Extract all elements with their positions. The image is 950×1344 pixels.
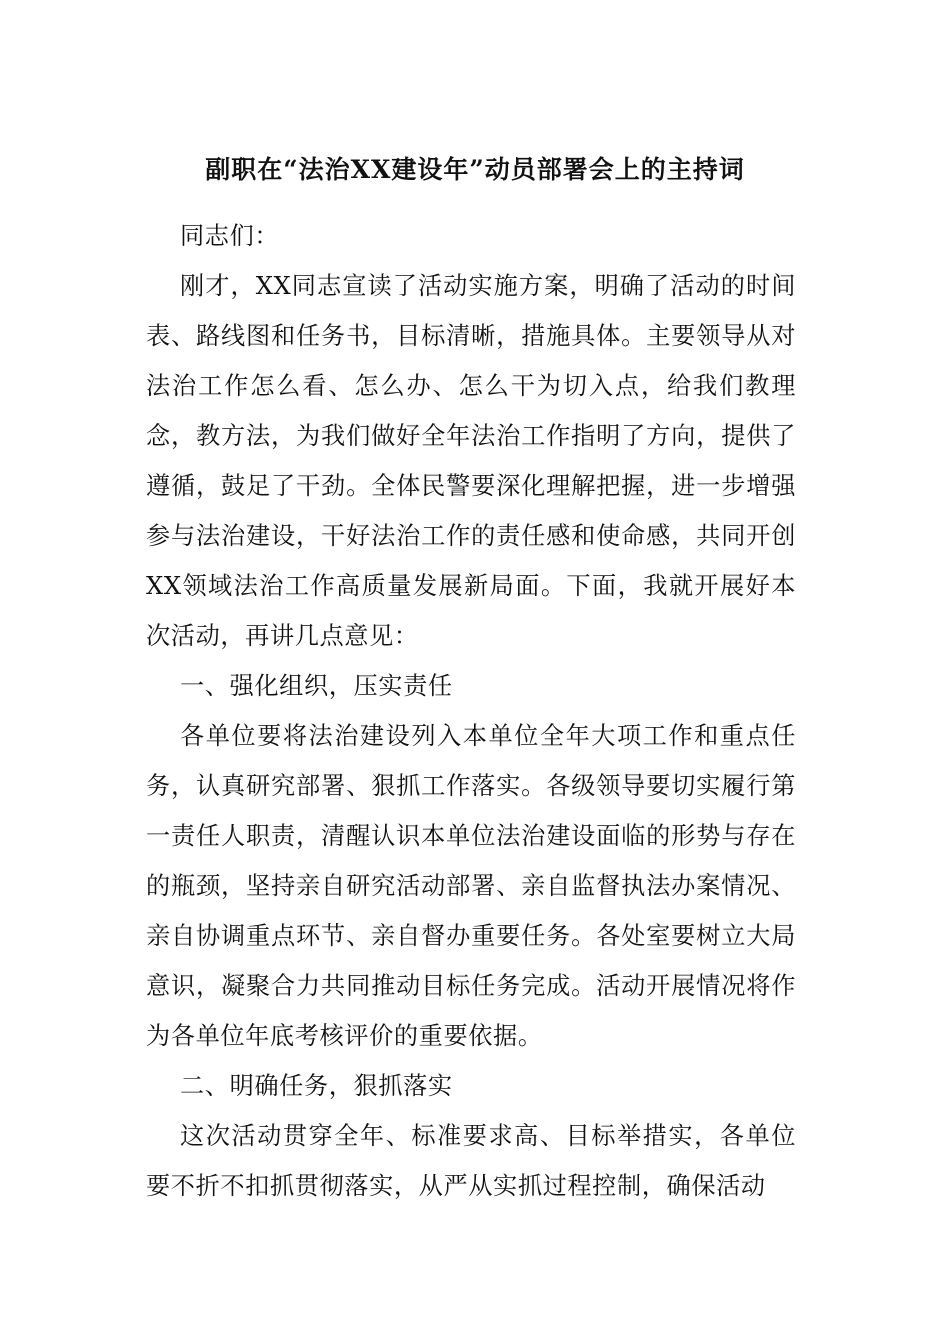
section-heading-2: 二、明确任务，狠抓落实 xyxy=(180,1072,453,1100)
salutation: 同志们： xyxy=(180,222,280,250)
document-body xyxy=(146,211,796,1211)
section-heading-1: 一、强化组织，压实责任 xyxy=(180,672,453,700)
paragraph-section-1: 各单位要将法治建设列入本单位全年大项工作和重点任务，认真研究部署、狠抓工作落实。各级领导要切实履行第一责任人职责，清醒认识本单位法治建设面临的形势与存在的瓶颈，坚持亲自研究活动部署、亲自监督执法办案情况、亲自协调重点环节、亲自督办重要任务。各处室要树立大局意识，凝聚合力共同推动目标任务完成。活动开展情况将作为各单位年底考核评价的重要依据。 xyxy=(146,722,796,1050)
paragraph-intro: 刚才，XX同志宣读了活动实施方案，明确了活动的时间表、路线图和任务书，目标清晰，措施具体。主要领导从对法治工作怎么看、怎么办、怎么干为切入点，给我们教理念，教方法，为我们做好全年法治工作指明了方向，提供了遵循，鼓足了干劲。全体民警要深化理解把握，进一步增强参与法治建设，干好法治工作的责任感和使命感，共同开创XX领域法治工作高质量发展新局面。下面，我就开展好本次活动，再讲几点意见： xyxy=(146,272,796,650)
paragraph-section-2: 这次活动贯穿全年、标准要求高、目标举措实，各单位要不折不扣抓贯彻落实，从严从实抓过程控制，确保活动 xyxy=(146,1122,796,1200)
document-title: 副职在“法治XX建设年”动员部署会上的主持词 xyxy=(205,155,745,184)
